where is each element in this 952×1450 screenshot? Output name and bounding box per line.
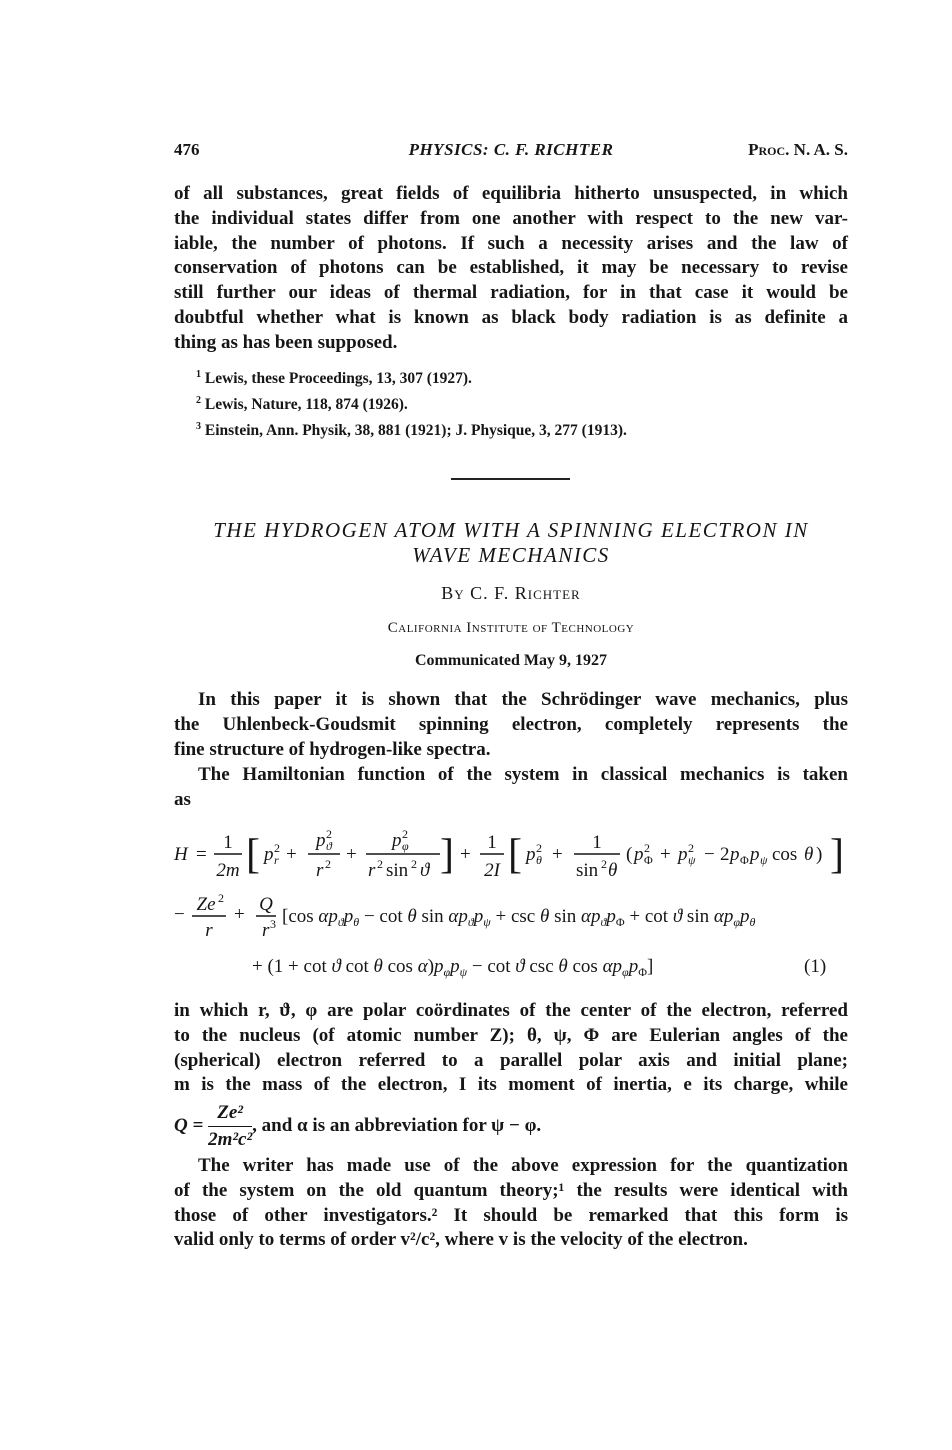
communicated-date: Communicated May 9, 1927 [415,652,607,669]
article-title [150,518,872,568]
svg-text:2: 2 [720,844,730,865]
carryover-paragraph [174,182,848,356]
q-denominator: 2m²c² [208,1129,253,1150]
svg-text:−: − [704,844,715,865]
svg-text:p: p [634,844,644,865]
svg-text:2: 2 [601,857,607,871]
footnote-text: Einstein, Ann. Physik, 38, 881 (1921); J. Physique, 3, 277 (1913). [204,422,627,440]
definitions-paragraph [174,999,848,1098]
q-lhs: Q = [174,1114,204,1136]
svg-text:1: 1 [487,832,497,853]
svg-text:+: + [286,844,297,865]
title-line: THE HYDROGEN ATOM WITH A SPINNING ELECTRON IN [213,518,809,542]
svg-text:+: + [460,844,471,865]
svg-text:+: + [552,844,563,865]
svg-text:r: r [205,920,213,941]
svg-text:1: 1 [592,832,602,853]
svg-text:+: + [234,904,245,925]
text-line: m is the mass of the electron, I its moment of inertia, e its charge, while [174,1074,848,1096]
text-line: of the system on the old quantum theory;¹ the results were identical with [174,1179,848,1201]
footnote-mark: 1 [196,369,201,380]
text-line: of all substances, great fields of equilibria hitherto unsuspected, in which [174,183,848,204]
text-line: iable, the number of photons. If such a necessity arises and the law of [174,232,848,254]
svg-text:[cos αpϑpθ − cot θ sin αpϑpψ +: [cos $\alpha p_ϑp_\theta - \cot \theta$ $\sin \alpha p_ϑp_\psi + \csc \theta$ $\sin \alpha p_ϑp_\Phi + \cot ϑ$ $\sin \alpha p_\varphi p_\theta$ [282,906,756,929]
title-line: WAVE MECHANICS [412,543,610,567]
svg-text:ϑ: ϑ [326,839,332,853]
running-header [174,140,848,164]
svg-text:Ze: Ze [196,894,216,915]
text-line: doubtful whether what is known as black body radiation is as definite a [174,306,848,328]
svg-text:Φ: Φ [740,853,749,867]
text-line: In this paper it is shown that the Schrödinger wave mechanics, plus [198,689,848,710]
svg-text:ψ: ψ [688,853,696,867]
footnote [174,364,848,390]
text-line: to the nucleus (of atomic number Z); θ, ψ, Φ are Eulerian angles of the [174,1024,848,1046]
closing-paragraph [174,1154,848,1253]
author-byline: By C. F. Richter [441,583,581,603]
q-rest: , and α is an abbreviation for ψ − φ. [252,1114,542,1136]
svg-text:2I: 2I [484,860,500,881]
text-line: The Hamiltonian function of the system in classical mechanics is taken [198,764,848,785]
svg-text:ϑ: ϑ [420,860,430,881]
running-title: PHYSICS: C. F. RICHTER [408,140,614,159]
svg-text:θ: θ [804,844,814,865]
svg-text:−: − [174,904,185,925]
q-definition [174,1100,848,1153]
intro-paragraph [174,688,848,762]
footnote-text: Lewis, these Proceedings, 13, 307 (1927). [204,370,472,388]
svg-text:2: 2 [644,841,650,855]
svg-text:r: r [274,853,279,867]
svg-text:]: ] [830,832,844,878]
svg-text:sin: sin [576,860,599,881]
svg-text:(: ( [626,844,633,865]
svg-text:p: p [750,844,760,865]
equation-number: (1) [804,956,827,977]
svg-text:2m: 2m [216,860,240,881]
svg-text:p: p [264,844,274,865]
svg-text:): ) [816,844,823,865]
svg-text:+: + [346,844,357,865]
svg-text:H: H [174,844,188,865]
svg-text:[: [ [508,832,522,878]
svg-text:ψ: ψ [760,853,768,867]
svg-text:θ: θ [608,860,618,881]
footnote-text: Lewis, Nature, 118, 874 (1926). [204,396,408,414]
svg-text:[: [ [246,832,260,878]
svg-text:1: 1 [223,832,233,853]
hamiltonian-paragraph [174,763,848,813]
text-line: as [174,788,191,810]
text-line: thing as has been supposed. [174,331,398,353]
svg-text:p: p [678,844,688,865]
svg-text:r: r [262,920,270,941]
q-fraction [208,1100,252,1153]
text-line: valid only to terms of order v²/c², where v is the velocity of the electron. [174,1229,748,1251]
footnotes [174,364,848,442]
svg-text:2: 2 [274,841,280,855]
svg-text:2: 2 [326,827,332,841]
svg-text:2: 2 [402,827,408,841]
svg-text:p: p [316,830,326,851]
q-numerator: Ze² [208,1100,252,1127]
footnote-mark: 3 [196,421,201,433]
svg-text:2: 2 [688,841,694,855]
text-line: those of other investigators.² It should be remarked that this form is [174,1204,848,1226]
svg-text:θ: θ [536,853,542,867]
svg-text:Q: Q [259,894,273,915]
footnote [174,416,848,442]
svg-text:sin: sin [386,860,409,881]
text-line: The writer has made use of the above expression for the quantization [198,1155,848,1176]
svg-text:]: ] [440,832,454,878]
svg-text:r: r [368,860,376,881]
text-line: conservation of photons can be established, it may be necessary to revise [174,257,848,279]
text-line: (spherical) electron referred to a parallel polar axis and initial plane; [174,1049,848,1071]
page-number: 476 [174,140,200,159]
svg-text:2: 2 [325,857,331,871]
text-line: in which r, ϑ, φ are polar coördinates of the center of the electron, referred [174,1000,848,1021]
svg-text:+: + [660,844,671,865]
footnote-mark: 2 [196,395,201,407]
journal-abbrev: Proc. N. A. S. [748,140,848,159]
svg-text:p: p [526,844,536,865]
affiliation: California Institute of Technology [387,620,635,636]
equation-graphic [170,820,860,992]
svg-text:2: 2 [218,891,224,905]
svg-text:p: p [392,830,402,851]
svg-text:cos: cos [772,844,798,865]
svg-text:r: r [316,860,324,881]
text-line: the individual states differ from one another with respect to the new var- [174,207,848,229]
svg-text:+ (1 + cot ϑ cot θ cos α)pφpψ: + (1 + cot ϑ cot θ $\cos \alpha)p_\varphi p_\psi - \cot ϑ$ csc θ $\cos \alpha p_\varphi p_\Phi$] [252,956,654,979]
svg-text:=: = [196,844,207,865]
svg-text:3: 3 [270,917,276,931]
text-line: the Uhlenbeck-Goudsmit spinning electron, completely represents the [174,713,848,735]
text-line: still further our ideas of thermal radiation, for in that case it would be [174,282,848,304]
text-line: fine structure of hydrogen-like spectra. [174,738,491,760]
section-divider [451,478,570,480]
svg-text:2: 2 [536,841,542,855]
svg-text:φ: φ [402,839,409,853]
svg-text:p: p [730,844,740,865]
svg-text:2: 2 [377,857,383,871]
footnote [174,390,848,416]
svg-text:2: 2 [411,857,417,871]
hamiltonian-equation [170,820,860,992]
svg-text:Φ: Φ [644,853,653,867]
